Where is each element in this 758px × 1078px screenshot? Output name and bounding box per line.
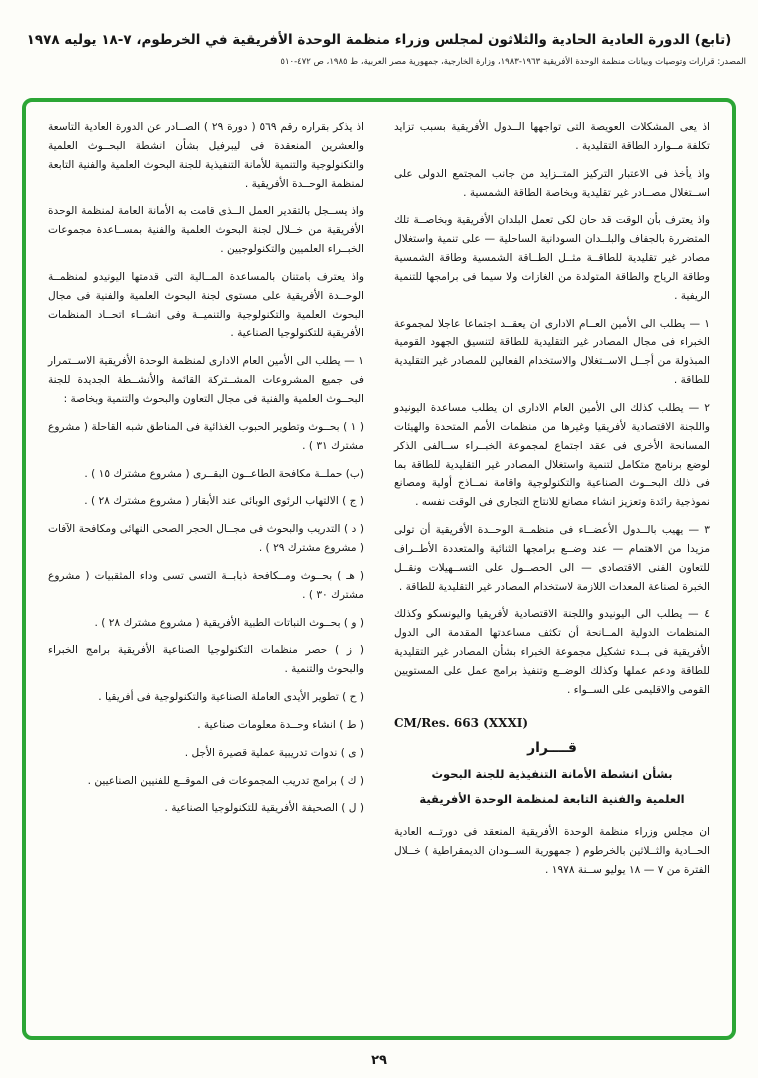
numbered-clause: ٣ — يهيب بالــدول الأعضــاء فى منظمــة الوحــدة الأفريقية أن تولى مزيدا من الاهتمام — عند وضــع برامجها الثنائية والمتعددة الأطــراف للتعاون الفنى الاقتصادى — الى الحصــول على التســهيلات ونقــل الخبرة لصناعة المعدات اللازمة لاستخدام المصادر غير التقليدية للطاقة .: [394, 524, 710, 593]
paragraph: اذ يعى المشكلات العويصة التى تواجهها الــدول الأفريقية بسبب تزايد تكلفة مــوارد الطاقة التقليدية .: [394, 121, 710, 152]
numbered-clause: ٤ — يطلب الى اليونيدو واللجنة الاقتصادية لأفريقيا واليونسكو وكذلك المنظمات الدولية المــانحة أن تكثف مساعدتها المقدمة الى الدول الأفريقية فى بــدء تشكيل مجموعة الخبراء بشأن المصادر غير التقليدية للطاقة ودعم عملها وكذلك الوضــع وتنفيذ برامج عمل على المستويين القومى والاقليمى على الســواء .: [394, 608, 710, 696]
resolution-subtitle: بشأن انشطة الأمانة التنفيذية للجنة البحوث: [431, 766, 673, 781]
list-item: ( ج ) الالتهاب الرئوى الوبائى عند الأبقار ( مشروع مشترك ٢٨ ) .: [84, 495, 364, 508]
paragraph: واذ يســجل بالتقدير العمل الــذى قامت به الأمانة العامة لمنظمة الوحدة الأفريقية من خــلال لجنة البحوث العلمية والفنية بمســاعدة مجموعات الخبــراء العلميين والتكنولوجيين .: [48, 205, 364, 256]
paragraph: ان مجلس وزراء منظمة الوحدة الأفريقية المنعقد فى دورتــه العادية الحــادية والثــلاثين بالخرطوم ( جمهورية الســودان الديمقراطية ) خــلال الفترة من ٧ — ١٨ يوليو ســنة ١٩٧٨ .: [394, 826, 710, 876]
paragraph: واذ يعترف بامتنان بالمساعدة المــالية التى قدمتها اليونيدو لمنظمــة الوحــدة الأفريقية على مستوى لجنة البحوث العلمية والفنية فى مجال البحوث العلمية والتكنولوجية والتنميــة وفى انشــاء اتحــاد المنظمات الأفريقية للتكنولوجيا الصناعية .: [48, 270, 364, 340]
document-header: [0, 0, 758, 67]
list-item: ( د ) التدريب والبحوث فى مجــال الحجر الصحى النهائى ومكافحة الآفات ( مشروع مشترك ٢٩ ) .: [48, 523, 364, 555]
left-column: [48, 118, 364, 1026]
numbered-clause: ١ — يطلب الى الأمين العام الادارى لمنظمة الوحدة الأفريقية الاســتمرار فى جميع المشروعات المشــتركة القائمة والأنشــطة الجديدة للجنة البحــوث العلمية والفنية فى مجال التعاون والبحوث والتنمية وبخاصة :: [48, 355, 364, 405]
numbered-clause: ١ — يطلب الى الأمين العــام الادارى ان يعقــد اجتماعا عاجلا لمجموعة الخبراء فى مجال المصادر غير التقليدية للطاقة لتنسيق الجهود القومية المبذولة من أجــل الاســتغلال والاستخدام الفعالين للمصادر غير التقليدية للطاقة .: [394, 317, 710, 387]
list-item: ( ل ) الصحيفة الأفريقية للتكنولوجيا الصناعية .: [164, 802, 364, 815]
list-item: ( و ) بحــوث النباتات الطبية الأفريقية ( مشروع مشترك ٢٨ ) .: [94, 616, 364, 629]
source-line: المصدر: قرارات وتوصيات وبيانات منظمة الوحدة الأفريقية ١٩٦٣-١٩٨٣، وزارة الخارجية، جمهورية مصر العربية، ط ١٩٨٥، ص ٤٧٢-٥١٠: [280, 57, 746, 68]
resolution-heading: قــــرار: [527, 739, 577, 756]
resolution-subtitle: العلمية والفنية التابعة لمنظمة الوحدة الأفريقية: [419, 792, 685, 807]
list-item: ( ١ ) بحــوث وتطوير الحبوب الغذائية فى المناطق شبه القاحلة ( مشروع مشترك ٣١ ) .: [48, 420, 364, 452]
list-item: (ب) حملــة مكافحة الطاعــون البقــرى ( مشروع مشترك ١٥ ) .: [84, 467, 364, 480]
two-column-layout: [48, 118, 710, 1026]
list-item: ( هـ ) بحــوث ومــكافحة ذبابــة التسى تسى وداء المثقبيات ( مشروع مشترك ٣٠ ) .: [48, 569, 364, 601]
page-number: ٢٩: [371, 1053, 387, 1068]
list-item: ( ز ) حصر منظمات التكنولوجيا الصناعية الأفريقية برامج الخبراء والبحوث والتنمية .: [48, 644, 364, 676]
paragraph: واذ يعترف بأن الوقت قد حان لكى تعمل البلدان الأفريقية وبخاصــة تلك المتضررة بالجفاف والبلــدان السودانية الساحلية — على تنمية واستغلال مصادر غير تقليدية للطاقــة مثــل الطــاقة الشمسية وطاقة الشمسية وطاقة الرياح والطاقة المتولدة من الغازات ولا سيما فى برامجها للتنمية الريفية .: [394, 214, 710, 302]
green-border-frame: [22, 98, 736, 1040]
paragraph: اذ يذكر بقراره رقم ٥٦٩ ( دورة ٢٩ ) الصــادر عن الدورة العادية التاسعة والعشرين المنعقدة فى ليبرفيل بشأن انشطة البحــوث العلمية والتكنولوجية والتنمية للأمانة التنفيذية للجنة البحوث العلمية والفنية التابعة لمنظمة الوحــدة الأفريقية .: [48, 121, 364, 190]
list-item: ( ى ) ندوات تدريبية عملية قصيرة الأجل .: [184, 746, 364, 759]
paragraph: واذ يأخذ فى الاعتبار التركيز المتــزايد من جانب المجتمع الدولى على اســتغلال مصــادر غير تقليدية وبخاصة الطاقة الشمسية .: [394, 167, 710, 199]
list-item: ( ط ) انشاء وحــدة معلومات صناعية .: [197, 718, 364, 731]
resolution-reference: CM/Res. 663 (XXXI): [394, 715, 529, 730]
list-item: ( ك ) برامج تدريب المجموعات فى الموقــع للفنيين الصناعيين .: [87, 774, 364, 787]
numbered-clause: ٢ — يطلب كذلك الى الأمين العام الادارى ان يطلب مساعدة اليونيدو واللجنة الاقتصادية لأفريقيا وغيرها من منظمات الأمم المتحدة والهيئات المسانحة الأخرى فى عقد اجتماع لمجموعة الخبــراء ســالفى الذكر لوضع برنامج متكامل لتنمية واستغلال المصادر غير التقليدية للطاقة بما فى ذلك البحــوث الصناعية والتكنولوجية واقامة نمــاذج أولية ومصانع نموذجية رائدة وتعزيز انشاء مصانع للانتاج التجارى فى الوقت نفسه .: [394, 401, 710, 509]
list-item: ( ح ) تطوير الأيدى العاملة الصناعية والتكنولوجية فى أفريقيا .: [98, 691, 364, 704]
right-column: [394, 118, 710, 1026]
document-title: (تابع) الدورة العادية الحادية والثلاثون لمجلس وزراء منظمة الوحدة الأفريقية في الخرطوم، ٧-١٨ يوليه ١٩٧٨: [26, 32, 732, 48]
